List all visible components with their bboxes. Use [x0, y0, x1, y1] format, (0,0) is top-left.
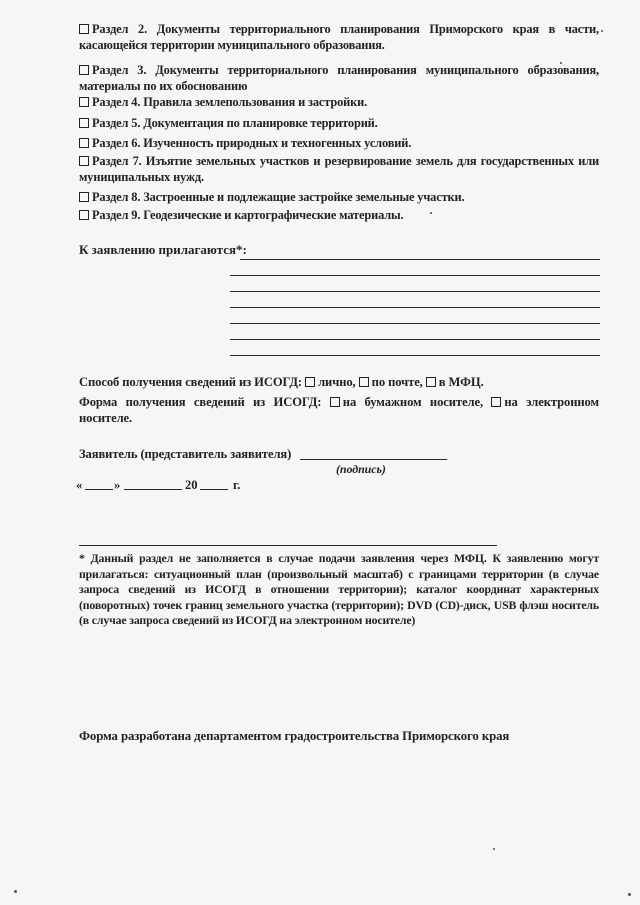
- attachment-line-5[interactable]: [230, 323, 600, 324]
- section-8-checkbox[interactable]: [79, 192, 89, 202]
- date-year-suffix: г.: [233, 478, 241, 492]
- section-9-item: [79, 208, 599, 224]
- signature-line[interactable]: [300, 459, 447, 460]
- date-year-prefix: 20: [185, 478, 198, 492]
- scan-speck: [601, 30, 603, 32]
- date-close-quote: »: [114, 478, 121, 492]
- section-3-text: Раздел 3. Документы территориального планирования муниципального образования, материалы по их обоснованию: [79, 63, 599, 93]
- receipt-mfc-checkbox[interactable]: [426, 377, 436, 387]
- section-2-checkbox[interactable]: [79, 24, 89, 34]
- footnote: * Данный раздел не заполняется в случае подачи заявления через МФЦ. К заявлению могут прилагаться: ситуационный план (произвольный масштаб) с границами территории (в случае запроса сведений из ИСОГД в отношении территории); каталог координат характерных (поворотных) точек границ земельного участка (территории); DVD (CD)-диск, USB флэш носитель (в случае запроса сведений из ИСОГД на электронном носителе): [79, 551, 599, 628]
- receipt-electronic-label: на электронном носителе.: [79, 395, 599, 425]
- receipt-method-label: Способ получения сведений из ИСОГД:: [79, 375, 303, 389]
- section-9-text: Раздел 9. Геодезические и картографические материалы.: [92, 208, 404, 222]
- receipt-electronic-checkbox[interactable]: [491, 397, 501, 407]
- scan-speck: [493, 848, 495, 850]
- receipt-personal-label: лично,: [318, 375, 356, 389]
- receipt-mfc-label: в МФЦ.: [438, 375, 484, 389]
- section-2-item: [79, 22, 599, 53]
- receipt-post-label: по почте,: [371, 375, 423, 389]
- date-open-quote: «: [76, 478, 83, 492]
- section-8-item: [79, 190, 599, 206]
- attachment-line-7[interactable]: [230, 355, 600, 356]
- receipt-paper-label: на бумажном носителе,: [342, 395, 483, 409]
- scan-speck: [560, 62, 562, 64]
- section-3-checkbox[interactable]: [79, 65, 89, 75]
- section-6-text: Раздел 6. Изученность природных и техногенных условий.: [92, 136, 412, 150]
- date-day-line[interactable]: [85, 489, 113, 490]
- section-7-text: Раздел 7. Изъятие земельных участков и резервирование земель для государственных или муниципальных нужд.: [79, 154, 599, 184]
- section-7-checkbox[interactable]: [79, 156, 89, 166]
- attachment-line-2[interactable]: [230, 275, 600, 276]
- scan-speck: [430, 212, 432, 214]
- section-5-item: [79, 116, 599, 132]
- section-4-checkbox[interactable]: [79, 97, 89, 107]
- applicant-label: Заявитель (представитель заявителя): [79, 447, 292, 461]
- section-7-item: [79, 154, 599, 185]
- section-8-text: Раздел 8. Застроенные и подлежащие застройке земельные участки.: [92, 190, 465, 204]
- footnote-separator: [79, 545, 497, 546]
- signature-caption: (подпись): [336, 462, 386, 476]
- section-5-text: Раздел 5. Документация по планировке территорий.: [92, 116, 378, 130]
- date-month-line[interactable]: [124, 489, 182, 490]
- receipt-method-row: [79, 374, 599, 390]
- section-2-text: Раздел 2. Документы территориального планирования Приморского края в части, касающейся территории муниципального образования.: [79, 22, 599, 52]
- receipt-personal-checkbox[interactable]: [305, 377, 315, 387]
- attachment-line-1[interactable]: [240, 259, 600, 260]
- section-9-checkbox[interactable]: [79, 210, 89, 220]
- attachment-line-3[interactable]: [230, 291, 600, 292]
- form-footer: Форма разработана департаментом градостроительства Приморского края: [79, 729, 510, 743]
- attachment-line-4[interactable]: [230, 307, 600, 308]
- section-6-item: [79, 136, 599, 152]
- attachments-label: К заявлению прилагаются*:: [79, 242, 247, 257]
- scan-speck: [14, 890, 17, 893]
- section-3-item: [79, 63, 599, 94]
- section-4-item: [79, 95, 599, 111]
- receipt-post-checkbox[interactable]: [359, 377, 369, 387]
- date-year-line[interactable]: [200, 489, 228, 490]
- receipt-form-label: Форма получения сведений из ИСОГД:: [79, 395, 322, 409]
- receipt-form-row: [79, 394, 599, 426]
- section-4-text: Раздел 4. Правила землепользования и застройки.: [92, 95, 368, 109]
- section-6-checkbox[interactable]: [79, 138, 89, 148]
- scan-speck: [628, 893, 631, 896]
- attachment-line-6[interactable]: [230, 339, 600, 340]
- section-5-checkbox[interactable]: [79, 118, 89, 128]
- receipt-paper-checkbox[interactable]: [330, 397, 340, 407]
